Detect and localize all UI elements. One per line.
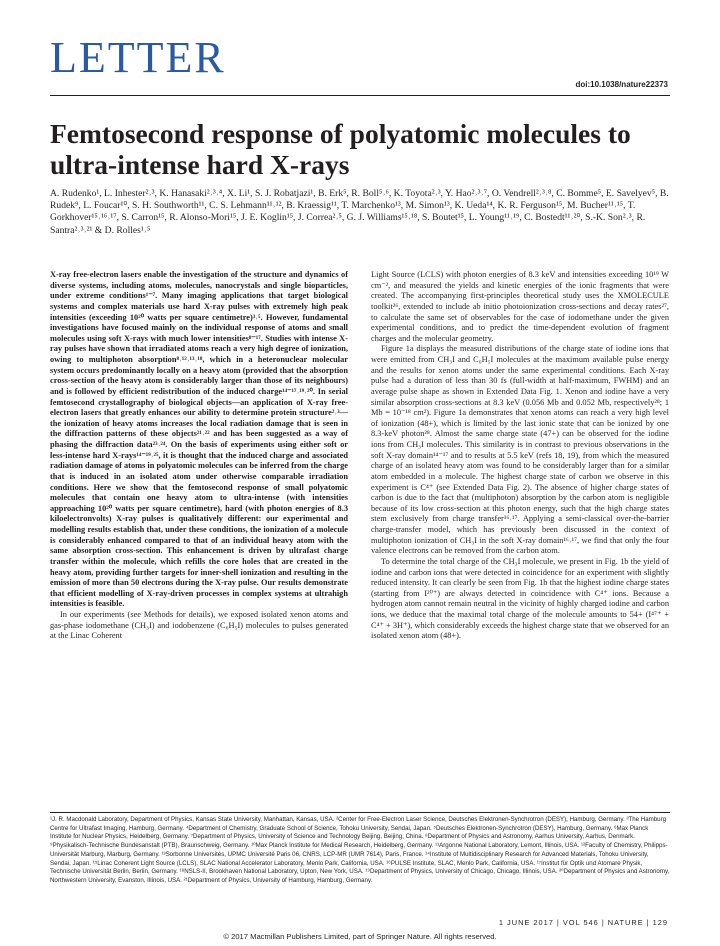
affiliations: ¹J. R. Macdonald Laboratory, Department of Physics, Kansas State University, Manhattan, Kansas, USA. ²Center for Free-Electron Laser Science, Deutsches Elektronen-Synchrotron (DESY), Hamburg, Germany. ³The Hamburg Centre for Ultrafast Imaging, Hamburg, Germany. ⁴Department of Chemistry, Graduate School of Science, Tohoku University, Sendai, Japan. ⁵Deutsches Elektronen-Synchrotron (DESY), Hamburg, Germany. ⁶Max Planck Institute for Nuclear Physics, Heidelberg, Germany. ⁷Department of Physics, University of Science and Technology Beijing, Beijing, China. ⁸Department of Physics and Astronomy, Aarhus University, Aarhus, Denmark. ⁹Physikalisch-Technische Bundesanstalt (PTB), Braunschweig, Germany. ¹⁰Max Planck Institute for Medical Research, Heidelberg, Germany. ¹¹Argonne National Laboratory, Lemont, Illinois, USA. ¹²Faculty of Chemistry, Philipps-Universität Marburg, Marburg, Germany. ¹³Sorbonne Universités, UPMC Université Paris 06, CNRS, LCP-MR (UMR 7614), Paris, France. ¹⁴Institute of Multidisciplinary Research for Advanced Materials, Tohoku University, Sendai, Japan. ¹⁵Linac Coherent Light Source (LCLS), SLAC National Accelerator Laboratory, Menlo Park, California, USA. ¹⁶PULSE Institute, SLAC, Menlo Park, California, USA. ¹⁷Institut für Optik und Atomare Physik, Technische Universität Berlin, Berlin, Germany. ¹⁸NSLS-II, Brookhaven National Laboratory, Upton, New York, USA. ¹⁹Department of Physics, University of Chicago, Chicago, Illinois, USA. ²⁰Department of Physics and Astronomy, Northwestern University, Evanston, Illinois, USA. ²¹Department of Physics, University of Hamburg, Hamburg, Germany.: [50, 816, 670, 884]
footnote-divider: [50, 812, 670, 813]
body-paragraph: Figure 1a displays the measured distributions of the charge state of iodine ions that were emitted from CH₃I and C₆H₅I molecules at the maximum available pulse energy and the results for xenon atoms under the same experimental conditions. Each X-ray pulse had a duration of less than 30 fs (full-width at half-maximum, FWHM) and an average pulse shape as shown in Extended Data Fig. 1. Xenon and iodine have a very similar absorption cross-sections at 8.3 keV (0.056 Mb and 0.052 Mb, respectively²⁸; 1 Mb = 10⁻¹⁸ cm²). Figure 1a demonstrates that xenon atoms can reach a very high level of ionization (48+), which is limited by the last ionic state that can be ionized by one 8.3-keV photon²⁸. Almost the same charge state (47+) can be observed for the iodine ions from CH₃I molecules. This similarity is in contrast to previous observations in the soft X-ray domain¹⁴⁻¹⁷ and to results at 5.5 keV (refs 18, 19), from which the measured charge of an isolated heavy atom was found to be considerably larger than for a similar atom embedded in a molecule. The highest charge state of carbon we observe in this experiment is C⁴⁺ (see Extended Data Fig. 2). The absence of higher charge states of carbon is due to the fact that (multiphoton) absorption by the carbon atom is negligible because of its low cross-section at this photon energy, such that the high charge states stem exclusively from charge transfer¹⁶˒¹⁷. Applying a semi-classical over-the-barrier charge-transfer model, which has previously been discussed in the context of multiphoton ionization of CH₃I in the soft X-ray domain¹⁶˒¹⁷, we find that only the four valence electrons can be removed from the carbon atom.: [371, 344, 669, 556]
body-paragraph: To determine the total charge of the CH₃I molecule, we present in Fig. 1b the yield of iodine and carbon ions that were detected in coincidence for an experiment with slightly reduced intensity. It can clearly be seen from Fig. 1b that the highest iodine charge states (starting from I²⁰⁺) are always detected in coincidence with C⁴⁺ ions. Because a hydrogen atom cannot remain neutral in the vicinity of highly charged iodine and carbon ions, we deduce that the maximal total charge of the molecule amounts to 54+ (I⁴⁷⁺ + C⁴⁺ + 3H⁺), which considerably exceeds the highest charge state that we observed for an isolated xenon atom (48+).: [371, 556, 669, 641]
left-column: [50, 270, 348, 642]
page-folio: 1 JUNE 2017 | VOL 546 | NATURE | 129: [498, 918, 668, 927]
body-paragraph: Light Source (LCLS) with photon energies of 8.3 keV and intensities exceeding 10¹⁹ W cm⁻², and measured the yields and kinetic energies of the ionic fragments that were created. The accompanying first-principles theoretical study uses the XMOLECULE toolkit²⁶, extended to include ab initio photoionization cross-sections and decay rates²⁷, to calculate the same set of observables for the case of iodomethane under the given experimental conditions, and to predict the time-dependent evolution of fragment charges and the molecular geometry.: [371, 270, 669, 343]
article-title: Femtosecond response of polyatomic molecules to ultra-intense hard X-rays: [50, 118, 631, 180]
section-label: LETTER: [50, 33, 226, 82]
author-list: A. Rudenko¹, L. Inhester²˒³, K. Hanasaki²˒³˒⁴, X. Li¹, S. J. Robatjazi¹, B. Erk⁵, R. Boll⁵˒⁶, K. Toyota²˒³, Y. Hao²˒³˒⁷, O. Vendrell²˒³˒⁸, C. Bomme⁵, E. Savelyev⁵, B. Rudek⁹, L. Foucar¹⁰, S. H. Southworth¹¹, C. S. Lehmann¹¹˒¹², B. Kraessig¹¹, T. Marchenko¹³, M. Simon¹³, K. Ueda¹⁴, K. R. Ferguson¹⁵, M. Bucher¹¹˒¹⁵, T. Gorkhover¹⁵˒¹⁶˒¹⁷, S. Carron¹⁵, R. Alonso-Mori¹⁵, J. E. Koglin¹⁵, J. Correa²˒⁵, G. J. Williams¹⁵˒¹⁸, S. Boutet¹⁵, L. Young¹¹˒¹⁹, C. Bostedt¹¹˒²⁰, S.-K. Son²˒³, R. Santra²˒³˒²¹ & D. Rolles¹˒⁵: [50, 188, 669, 236]
abstract: X-ray free-electron lasers enable the investigation of the structure and dynamics of diverse systems, including atoms, molecules, nanocrystals and single bioparticles, under extreme conditions¹⁻⁷. Many imaging applications that target biological systems and complex materials use hard X-ray pulses with extremely high peak intensities (exceeding 10²⁰ watts per square centimetre)³˒⁵. However, fundamental investigations have focused mainly on the individual response of atoms and small molecules using soft X-rays with much lower intensities⁸⁻¹⁷. Studies with intense X-ray pulses have shown that irradiated atoms reach a very high degree of ionization, owing to multiphoton absorption⁸˒¹²˒¹³˒¹⁸, which in a heteronuclear molecular system occurs predominantly locally on a heavy atom (provided that the absorption cross-section of the heavy atom is considerably larger than those of its neighbours) and is followed by efficient redistribution of the induced charge¹⁴⁻¹⁷˒¹⁹˒²⁰. In serial femtosecond crystallography of biological objects—an application of X-ray free-electron lasers that greatly enhances our ability to determine protein structure²˒³—the ionization of heavy atoms increases the local radiation damage that is seen in the diffraction patterns of these objects²¹˒²² and has been suggested as a way of phasing the diffraction data²³˒²⁴. On the basis of experiments using either soft or less-intense hard X-rays¹⁴⁻¹⁹˒²⁵, it is thought that the induced charge and associated radiation damage of atoms in polyatomic molecules can be inferred from the charge that is induced in an isolated atom under otherwise comparable irradiation conditions. Here we show that the femtosecond response of small polyatomic molecules that contain one heavy atom to ultra-intense (with intensities approaching 10²⁰ watts per square centimetre), hard (with photon energies of 8.3 kiloelectronvolts) X-ray pulses is qualitatively different: our experimental and modelling results establish that, under these conditions, the ionization of a molecule is considerably enhanced compared to that of an individual heavy atom with the same absorption cross-section. This enhancement is driven by ultrafast charge transfer within the molecule, which refills the core holes that are created in the heavy atom, providing further targets for inner-shell ionization and resulting in the emission of more than 50 electrons during the X-ray pulse. Our results demonstrate that efficient modelling of X-ray-driven processes in complex systems at ultrahigh intensities is feasible.: [50, 270, 348, 609]
header-divider: [50, 95, 670, 96]
copyright-notice: © 2017 Macmillan Publishers Limited, part of Springer Nature. All rights reserved.: [223, 932, 497, 941]
body-paragraph: In our experiments (see Methods for details), we exposed isolated xenon atoms and gas-phase iodomethane (CH₃I) and iodobenzene (C₆H₅I) molecules to pulses generated at the Linac Coherent: [50, 610, 348, 641]
right-column: [371, 270, 669, 642]
doi-link[interactable]: doi:10.1038/nature22373: [575, 80, 668, 89]
